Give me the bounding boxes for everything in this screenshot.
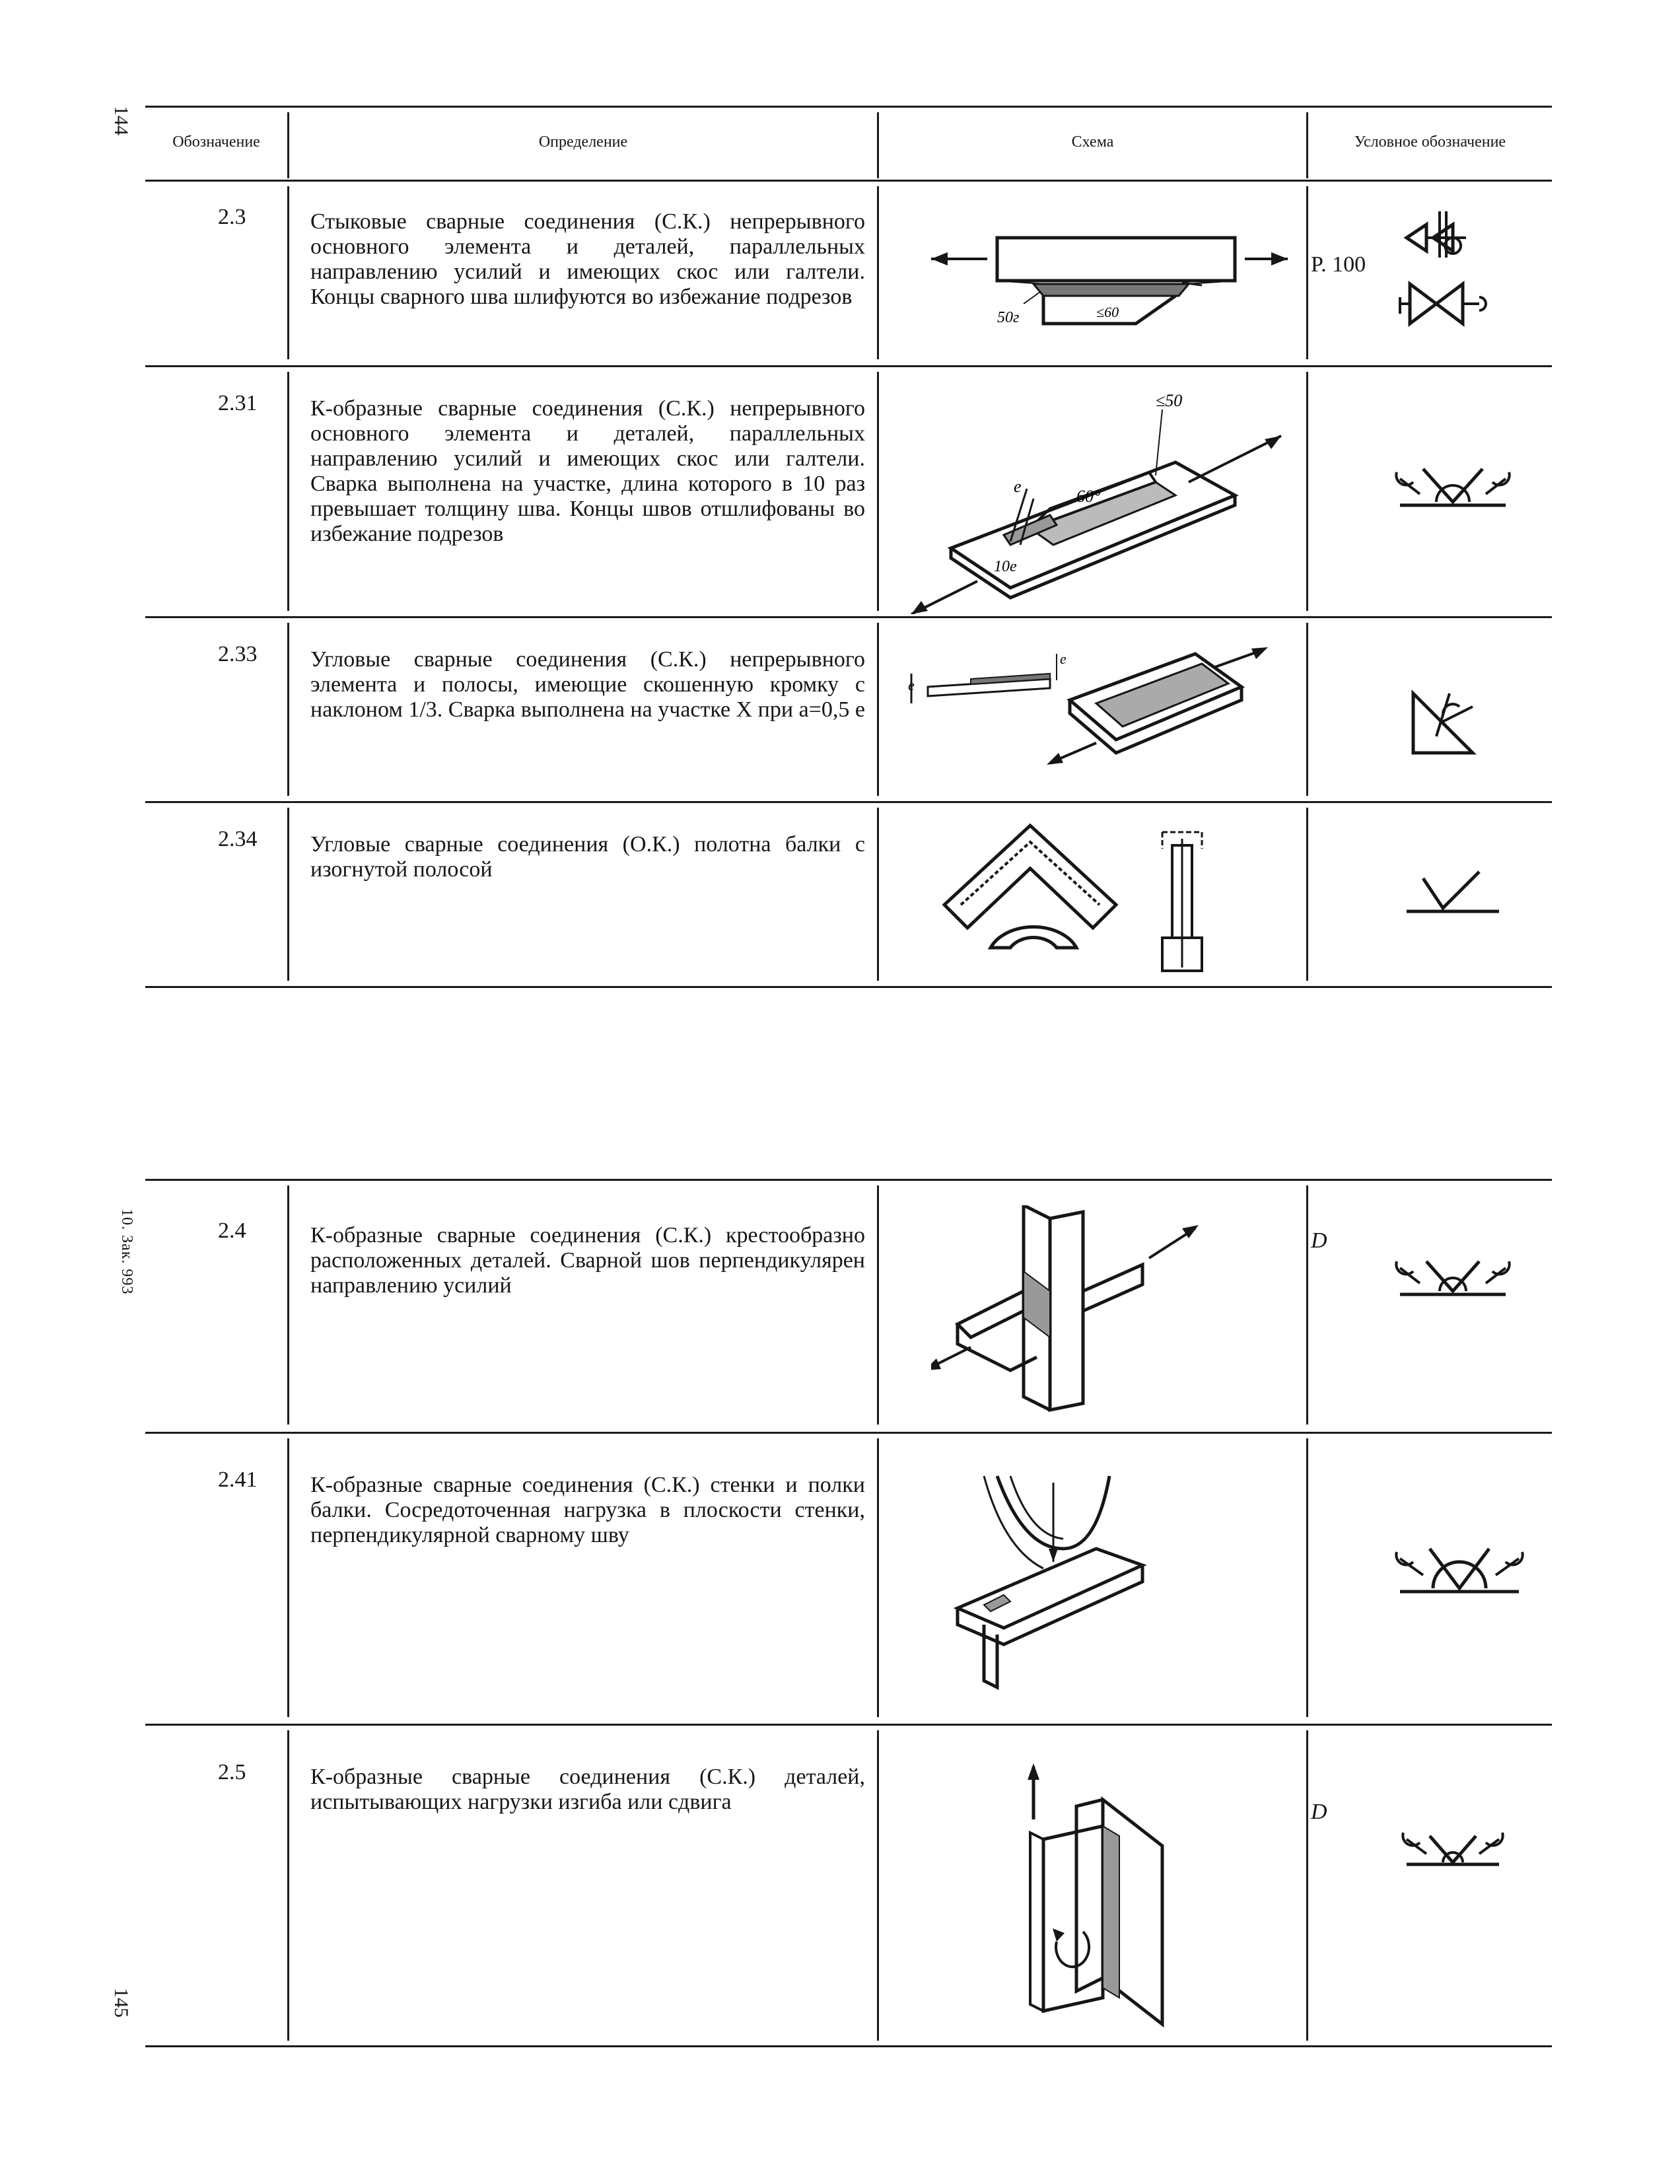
symbol-ref-2-5: D bbox=[1311, 1800, 1327, 1824]
row-definition-2-5: К-образные сварные соединения (С.К.) деталей, испытывающих нагрузки изгиба или сдвига bbox=[310, 1765, 865, 1814]
page-number-bottom: 145 bbox=[110, 1988, 132, 2018]
schema-label-10e: 10e bbox=[994, 558, 1017, 575]
table-bottom bbox=[145, 1179, 1552, 2051]
row-definition-2-4: К-образные сварные соединения (С.К.) крестообразно расположенных деталей. Сварной шов перпендикулярен направлению усилий bbox=[310, 1223, 865, 1298]
schema-label-e: e bbox=[1014, 477, 1022, 496]
row-definition-2-31: К-образные сварные соединения (С.К.) непрерывного основного элемента и деталей, параллельных направлению усилий и имеющих скос или галтели. Сварка выполнена на участке, длина которого в 10 раз превышает толщину шва. Концы швов отшлифованы во избежание подрезов bbox=[310, 396, 865, 546]
header-designation: Обозначение bbox=[172, 133, 260, 151]
header-schema: Схема bbox=[1071, 133, 1114, 151]
schema-bending-shear bbox=[1004, 1760, 1228, 2037]
header-definition: Определение bbox=[538, 133, 628, 151]
schema-label-50g: 50г bbox=[997, 309, 1020, 326]
schema-label-le50: ≤50 bbox=[1156, 391, 1183, 410]
row-number-2-41: 2.41 bbox=[218, 1467, 258, 1492]
row-number-2-31: 2.31 bbox=[218, 391, 258, 415]
header-symbol: Условное обозначение bbox=[1354, 133, 1506, 151]
print-note: 10. Зак. 993 bbox=[118, 1209, 135, 1295]
row-number-2-4: 2.4 bbox=[218, 1218, 246, 1243]
schema-bent-strip bbox=[925, 819, 1268, 977]
row-number-2-33: 2.33 bbox=[218, 642, 258, 666]
row-number-2-3: 2.3 bbox=[218, 205, 246, 229]
row-definition-2-34: Угловые сварные соединения (О.К.) полотна балки с изогнутой полосой bbox=[310, 832, 865, 882]
schema-cross-joint bbox=[931, 1205, 1275, 1430]
row-definition-2-41: К-образные сварные соединения (С.К.) стенки и полки балки. Сосредоточенная нагрузка в плоскости стенки, перпендикулярной сварному шву bbox=[310, 1473, 865, 1547]
symbol-ref-2-4: D bbox=[1311, 1228, 1327, 1253]
schema-butt-joint bbox=[918, 218, 1288, 350]
schema-beam-flange bbox=[944, 1469, 1248, 1714]
row-definition-2-33: Угловые сварные соединения (С.К.) непрерывного элемента и полосы, имеющие скошенную кромку с наклоном 1/3. Сварка выполнена на участке X при a=0,5 e bbox=[310, 647, 865, 722]
schema-k-joint bbox=[898, 383, 1294, 614]
page-number-top: 144 bbox=[110, 106, 132, 135]
weld-symbol-2-33 bbox=[1387, 674, 1519, 773]
row-definition-2-3: Стыковые сварные соединения (С.К.) непрерывного основного элемента и деталей, параллельных направлению усилий и имеющих скос или галтели. Концы сварного шва шлифуются во избежание подрезов bbox=[310, 209, 865, 309]
weld-symbol-2-5 bbox=[1374, 1806, 1532, 1879]
schema-label-e-left: e bbox=[908, 677, 915, 693]
schema-fillet-strip bbox=[898, 627, 1294, 793]
schema-label-e-right: e bbox=[1060, 651, 1067, 667]
schema-label-le60: ≤60 bbox=[1096, 304, 1119, 320]
symbol-ref-2-3: P. 100 bbox=[1311, 252, 1366, 277]
weld-symbol-2-41 bbox=[1374, 1522, 1545, 1608]
weld-symbol-2-31 bbox=[1374, 442, 1532, 522]
row-number-2-5: 2.5 bbox=[218, 1760, 246, 1784]
weld-symbol-2-3 bbox=[1387, 205, 1532, 343]
row-number-2-34: 2.34 bbox=[218, 827, 258, 851]
weld-symbol-2-4 bbox=[1374, 1238, 1532, 1311]
schema-label-60deg: 60° bbox=[1076, 487, 1101, 506]
table-top bbox=[145, 106, 1552, 991]
weld-symbol-2-34 bbox=[1393, 852, 1512, 925]
